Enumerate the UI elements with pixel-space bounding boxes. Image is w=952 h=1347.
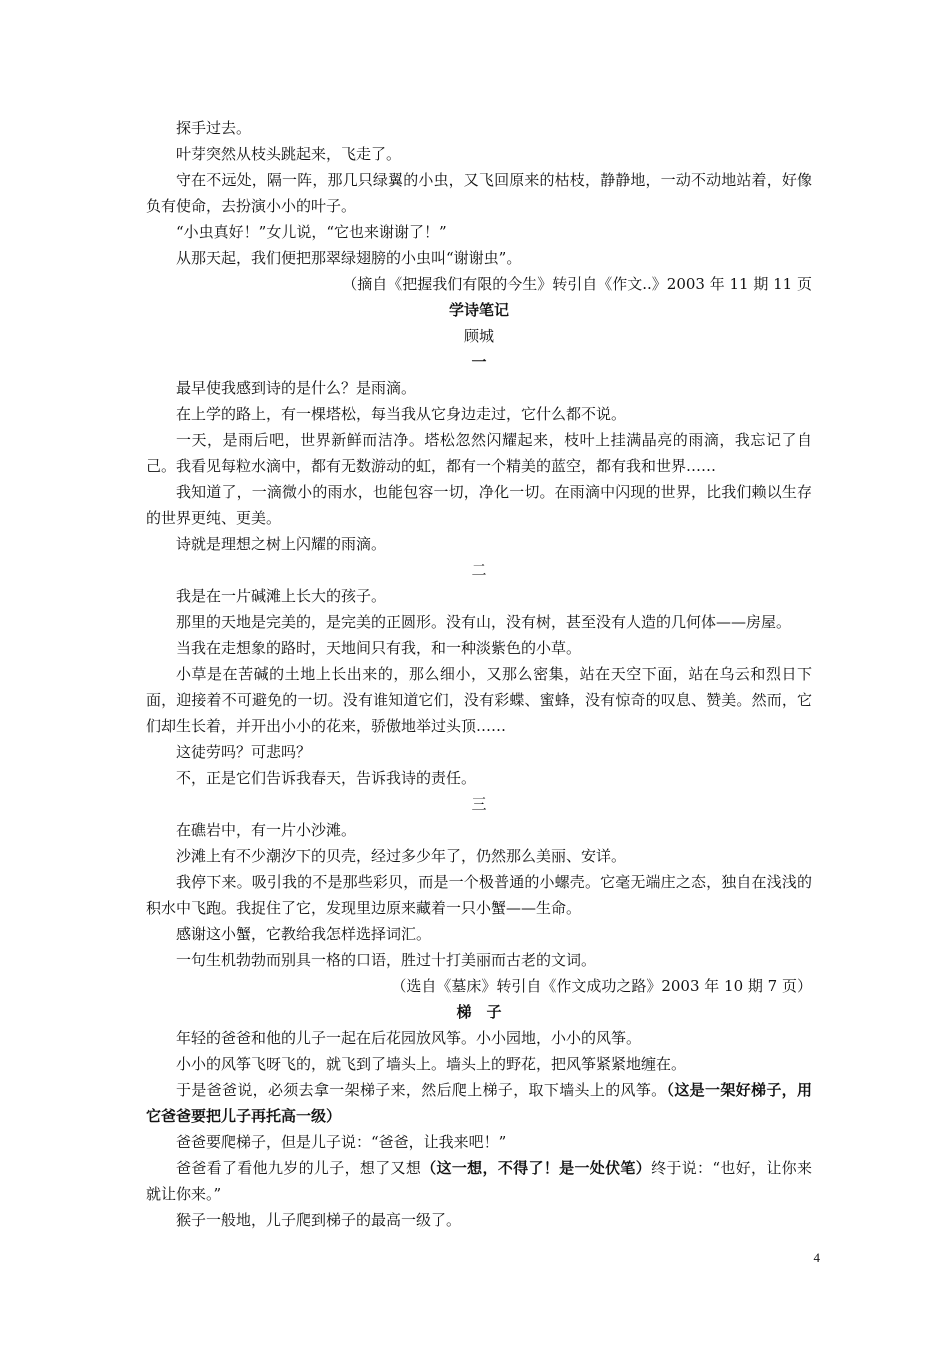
- paragraph-text: 终于说：“也好，让你来就让你来。”: [146, 1159, 812, 1203]
- paragraph-text: 于是爸爸说，必须去拿一架梯子来，然后爬上梯子，取下墙头上的风筝。: [176, 1081, 667, 1099]
- paragraph: 小小的风筝飞呀飞的，就飞到了墙头上。墙头上的野花，把风筝紧紧地缠在。: [176, 1055, 687, 1073]
- paragraph: 猴子一般地，儿子爬到梯子的最高一级了。: [176, 1211, 462, 1229]
- paragraph-text: 爸爸看了看他九岁的儿子，想了又想: [176, 1159, 422, 1177]
- article-title: 学诗笔记: [448, 301, 509, 319]
- source-citation: （摘自《把握我们有限的今生》转引自《作文..》2003 年 11 期 11 页: [342, 275, 812, 293]
- source-citation: （选自《墓床》转引自《作文成功之路》2003 年 10 期 7 页）: [391, 977, 812, 995]
- paragraph: 沙滩上有不少潮汐下的贝壳，经过多少年了，仍然那么美丽、安详。: [176, 847, 627, 865]
- page-content: [146, 115, 812, 1233]
- bold-annotation: （这一想，不得了！是一处伏笔）: [421, 1159, 652, 1177]
- paragraph: 我是在一片碱滩上长大的孩子。: [176, 587, 387, 605]
- paragraph: 一句生机勃勃而别具一格的口语，胜过十打美丽而古老的文词。: [176, 951, 597, 969]
- paragraph: [146, 1155, 812, 1207]
- paragraph: “小虫真好！”女儿说，“它也来谢谢了！”: [176, 223, 447, 241]
- paragraph: 我知道了，一滴微小的雨水，也能包容一切，净化一切。在雨滴中闪现的世界，比我们赖以生存的世界更纯、更美。: [146, 483, 812, 527]
- paragraph: 一天，是雨后吧，世界新鲜而洁净。塔松忽然闪耀起来，枝叶上挂满晶亮的雨滴，我忘记了自己。我看见每粒水滴中，都有无数游动的虹，都有一个精美的蓝空，都有我和世界……: [146, 431, 812, 475]
- paragraph: 那里的天地是完美的，是完美的正圆形。没有山，没有树，甚至没有人造的几何体——房屋。: [176, 613, 792, 631]
- article-title: 梯 子: [456, 1003, 502, 1021]
- paragraph: 年轻的爸爸和他的儿子一起在后花园放风筝。小小园地，小小的风筝。: [176, 1029, 642, 1047]
- paragraph: 探手过去。: [176, 119, 252, 137]
- paragraph: 守在不远处，隔一阵，那几只绿翼的小虫，又飞回原来的枯枝，静静地，一动不动地站着，好像负有使命，去扮演小小的叶子。: [146, 171, 812, 215]
- paragraph: 诗就是理想之树上闪耀的雨滴。: [176, 535, 387, 553]
- paragraph: 这徒劳吗？可悲吗？: [176, 743, 312, 761]
- section-number: 一: [471, 353, 487, 371]
- section-number: 三: [471, 795, 487, 813]
- paragraph: 我停下来。吸引我的不是那些彩贝，而是一个极普通的小螺壳。它毫无端庄之态，独自在浅浅的积水中飞跑。我捉住了它，发现里边原来藏着一只小蟹——生命。: [146, 873, 812, 917]
- paragraph: [146, 1077, 812, 1129]
- bold-annotation: （这是一架好梯子，用它爸爸要把儿子再托高一级）: [146, 1081, 812, 1125]
- paragraph: 当我在走想象的路时，天地间只有我，和一种淡紫色的小草。: [176, 639, 582, 657]
- paragraph: 叶芽突然从枝头跳起来，飞走了。: [176, 145, 402, 163]
- paragraph: 在礁岩中，有一片小沙滩。: [176, 821, 357, 839]
- paragraph: 爸爸要爬梯子，但是儿子说：“爸爸，让我来吧！”: [176, 1133, 507, 1151]
- paragraph: 在上学的路上，有一棵塔松，每当我从它身边走过，它什么都不说。: [176, 405, 627, 423]
- article-author: 顾城: [463, 327, 494, 345]
- paragraph: 从那天起，我们便把那翠绿翅膀的小虫叫“谢谢虫”。: [176, 249, 522, 267]
- section-number: 二: [471, 561, 487, 579]
- paragraph: 小草是在苦碱的土地上长出来的，那么细小，又那么密集，站在天空下面，站在乌云和烈日下面，迎接着不可避免的一切。没有谁知道它们，没有彩蝶、蜜蜂，没有惊奇的叹息、赞美。然而，它们却生长着，并开出小小的花来，骄傲地举过头顶……: [146, 665, 812, 735]
- paragraph: 最早使我感到诗的是什么？是雨滴。: [176, 379, 417, 397]
- page-number: 4: [813, 1250, 820, 1265]
- paragraph: 不，正是它们告诉我春天，告诉我诗的责任。: [176, 769, 477, 787]
- paragraph: 感谢这小蟹，它教给我怎样选择词汇。: [176, 925, 432, 943]
